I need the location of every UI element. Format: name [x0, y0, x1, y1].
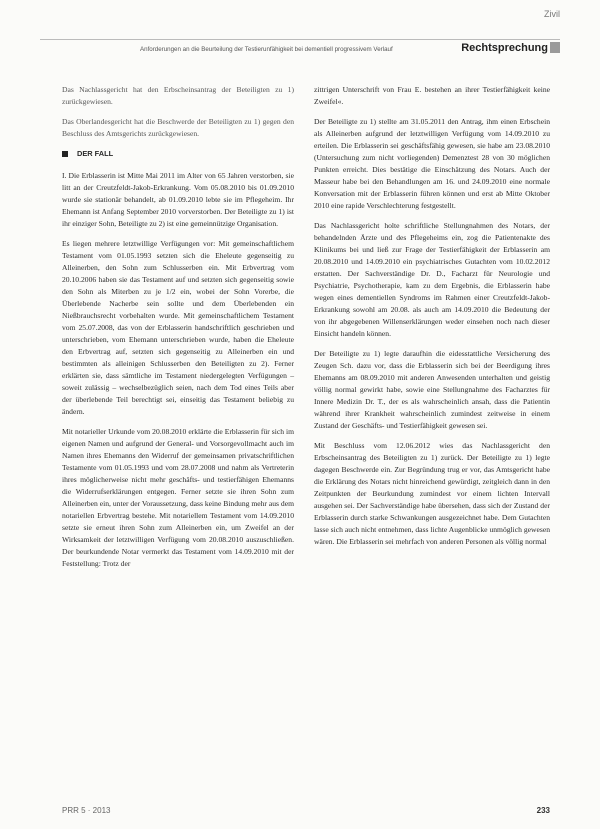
right-column	[314, 84, 550, 556]
section-title: DER FALL	[77, 149, 114, 158]
header-subtitle: Anforderungen an die Beurteilung der Testierunfähigkeit bei dementiell progressivem Verlauf	[140, 46, 393, 53]
body-paragraph: Der Beteiligte zu 1) legte daraufhin die eidesstattliche Versicherung des Zeugen Sch. dazu vor, dass die Erblasserin sich bei der Beerdigung ihres Ehemanns am 08.09.2010 mit anderen Anwesenden unterhalten und geistig völlig normal gewirkt habe, sowie eine Stellungnahme des Facharztes für Innere Medizin Dr. T., der es als wahrscheinlich ansah, dass die Patientin während ihrer Krankheit wahrscheinlich zumindest zeitweise in einem Zustand der Geschäfts- und Testierfähigkeit gewesen sei.	[314, 349, 550, 430]
body-paragraph: Der Beteiligte zu 1) stellte am 31.05.2011 den Antrag, ihm einen Erbschein als Alleinerben aufgrund der letztwilligen Verfügung vom 14.09.2010 zu erteilen. Die Erblasserin sei geschäftsfähig gewesen, sie habe am 23.08.2010 (Untersuchung zum nicht vorliegenden) Demenztest 28 von 30 möglichen Punkten erreicht. Dies bestätige die Einschätzung des Notars. Auch der Masseur habe bei den Behandlungen am 16. und 24.09.2010 eine normale Konversation mit der Erblasserin führen können und erst ab Mitte Oktober 2010 eine rapide Verschlechterung festgestellt.	[314, 117, 550, 210]
header-rule	[40, 39, 560, 40]
section-heading	[62, 148, 294, 160]
header-marker	[550, 42, 560, 53]
intro-paragraph-1: Das Nachlassgericht hat den Erbscheinsantrag der Beteiligten zu 1) zurückgewiesen.	[62, 85, 294, 106]
body-paragraph: Mit Beschluss vom 12.06.2012 wies das Nachlassgericht den Erbscheinsantrag des Beteiligten zu 1) zurück. Der Beteiligte zu 1) legte dagegen Beschwerde ein. Zur Begründung trug er vor, das Amtsgericht habe die Erklärung des Notars nicht hinreichend gewürdigt, zeitgleich dann in den Zeitpunkten der Beurkundung zumindest vor einem lichten Intervall ausgehen sei. Der Sachverständige habe übersehen, dass sich der Zustand der Erblasserin durch starke Schwankungen ausgezeichnet habe. Dem Gutachten lasse sich auch nicht entnehmen, dass lichte Augenblicke unmöglich gewesen wären. Die Erblasserin sei mehrfach von anderen Personen als völlig normal	[314, 441, 550, 546]
body-paragraph: Es liegen mehrere letztwillige Verfügungen vor: Mit gemeinschaftlichem Testament vom 01.05.1993 setzten sich die Eheleute gegenseitig zu Alleinerben, den Sohn zum Schlusserben ein. Mit Erbvertrag vom 20.10.2006 haben sie das Testament auf und setzten sich gegenseitig sowie den Sohn als Miterben zu je 1/2 ein, wobei der Sohn Vorerbe, die Überlebende Nacherbe sein sollte und dem Überlebenden ein Nießbrauchsrecht vorbehalten wurde. Mit gemeinschaftlichem Testament vom 25.07.2008, das von der Erblasserin handschriftlich geschrieben und unterschrieben, vom Ehemann unterschrieben wurde, haben die Eheleute den Erbvertrag auf, setzten sich gegenseitig zu Alleinerben ein und bestimmten als alleinigen Schlusserben den Beteiligten zu 2). Ferner erklärten sie, dass sämtliche im Testament niedergelegten Verfügungen – soweit zulässig – wechselbezüglich seien, nach dem Tod eines Teils aber der überlebende Teil berechtigt sei, einseitig das Testament beliebig zu ändern.	[62, 239, 294, 416]
body-paragraph: Mit notarieller Urkunde vom 20.08.2010 erklärte die Erblasserin für sich im eigenen Namen und aufgrund der General- und Vorsorgevollmacht auch im Namen ihres Ehemanns den Widerruf der gemeinsamen privatschriftlichen Testamente vom 01.05.1993 und vom 28.07.2008 und nahm als Vertreterin ihres möglicherweise nicht mehr geschäfts- und testierfähigen Ehemanns die Widerrufserklärungen entgegen. Ferner setzte sie ihren Sohn zum Alleinerben ein, unter der Voraussetzung, dass keine Bindung mehr aus dem notariellen Erbvertrag bestehe. Mit notariellem Testament vom 14.09.2010 setzte sie erneut ihren Sohn zum Alleinerben ein, um Zweifel an der Wirksamkeit der letztwilligen Verfügung vom 20.08.2010 auszuschließen. Der beurkundende Notar vermerkt das Testament vom 14.09.2010 mit der Feststellung: Trotz der	[62, 427, 294, 568]
body-paragraph: zittrigen Unterschrift von Frau E. bestehen an ihrer Testierfähigkeit keine Zweifel«.	[314, 85, 550, 106]
footer-journal: PRR 5 · 2013	[62, 806, 111, 815]
header-title: Rechtsprechung	[461, 42, 548, 54]
section-label: Zivil	[544, 9, 560, 19]
intro-paragraph-2: Das Oberlandesgericht hat die Beschwerde der Beteiligten zu 1) gegen den Beschluss des Amtsgerichts zurückgewiesen.	[62, 117, 294, 138]
page-number: 233	[536, 806, 550, 815]
left-column	[62, 84, 294, 578]
body-paragraph: Das Nachlassgericht holte schriftliche Stellungnahmen des Notars, der behandelnden Ärzte und des Pflegeheims ein, zog die Patientenakte des Klinikums bei und ließ zur Frage der Testierfähigkeit der Erblasserin am 20.08.2010 und 14.09.2010 ein psychiatrisches Gutachten vom 10.02.2012 erstatten. Der Sachverständige Dr. D., Facharzt für Neurologie und Psychiatrie, Psychotherapie, kam zu dem Ergebnis, die Erblasserin habe wegen eines dementiellen Syndroms im Rahmen einer Creutzfeldt-Jakob-Erkrankung sowohl am 20.08. als auch am 14.09.2010 die Bedeutung der von ihr abgegebenen Willenserklärungen weder einsehen noch nach dieser Einsicht handeln können.	[314, 221, 550, 338]
bullet-square-icon	[62, 151, 68, 157]
body-paragraph: I. Die Erblasserin ist Mitte Mai 2011 im Alter von 65 Jahren verstorben, sie litt an der Creutzfeldt-Jakob-Erkrankung. Vom 05.08.2010 bis 01.09.2010 wurde sie stationär behandelt, ab 01.09.2010 lebte sie im Pflegeheim. Ihr Ehemann ist Anfang September 2010 vorverstorben. Der Beteiligte zu 1) ist ihr einziger Sohn, Beteiligte zu 2) ist eine gemeinnützige Organisation.	[62, 171, 294, 228]
